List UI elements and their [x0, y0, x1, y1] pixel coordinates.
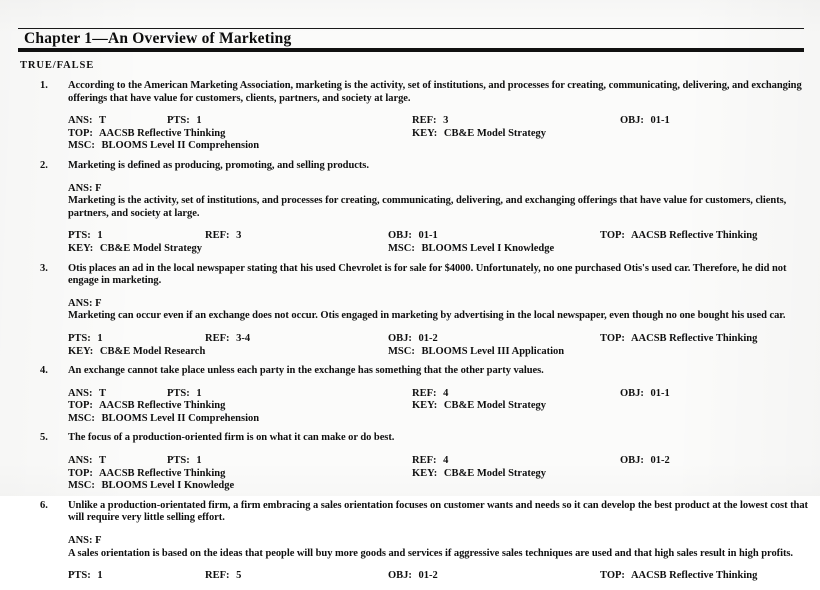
misc-label: MSC: [68, 480, 95, 492]
header-rule-bottom [18, 48, 804, 52]
objective-label: OBJ: [388, 332, 412, 344]
question-stem: An exchange cannot take place unless each party in the exchange has something that the other party values. [68, 365, 544, 377]
topic [68, 468, 225, 481]
topic-label: TOP: [600, 332, 625, 344]
answer-rationale: Marketing can occur even if an exchange does not occur. Otis engaged in marketing by advertising in the local newspaper, even though no one bought his used car. [68, 310, 786, 322]
question-number: 4. [40, 365, 48, 377]
page-title: Chapter 1—An Overview of Marketing [24, 30, 292, 47]
question-number: 1. [40, 80, 48, 91]
reference-value: 4 [440, 387, 449, 399]
metadata-row [68, 413, 812, 426]
misc [388, 346, 564, 359]
points-value: 1 [193, 455, 202, 467]
reference-label: REF: [412, 115, 437, 127]
key-value: CB&E Model Strategy [441, 467, 546, 479]
topic [68, 400, 225, 413]
chapter-header [18, 28, 804, 52]
answer-label: ANS: [68, 115, 93, 127]
points-value: 1 [94, 230, 103, 242]
topic-value: AACSB Reflective Thinking [628, 230, 758, 242]
reference [412, 115, 448, 128]
reference-label: REF: [205, 332, 230, 344]
key-value: CB&E Model Strategy [441, 400, 546, 412]
question-number: 6. [40, 499, 48, 511]
objective-label: OBJ: [388, 230, 412, 242]
topic [600, 333, 757, 346]
points-value: 1 [193, 387, 202, 399]
answer-line: ANS: F [68, 535, 102, 547]
misc [68, 413, 259, 426]
metadata-row [68, 480, 812, 493]
reference [412, 388, 448, 401]
misc-value: BLOOMS Level I Knowledge [98, 480, 235, 492]
key-value: CB&E Model Research [97, 345, 206, 357]
reference-value: 4 [440, 455, 449, 467]
points-label: PTS: [68, 570, 91, 582]
topic [600, 570, 757, 583]
answer [68, 455, 106, 468]
objective-value: 01-1 [415, 230, 438, 242]
answer-value: T [96, 115, 106, 127]
objective [388, 333, 438, 346]
key [412, 128, 546, 141]
key [68, 346, 205, 359]
misc-label: MSC: [68, 412, 95, 424]
question-metadata [68, 388, 812, 426]
objective [620, 455, 670, 468]
points [68, 333, 103, 346]
metadata-row [68, 333, 812, 346]
points-label: PTS: [167, 387, 190, 399]
question-block [0, 432, 820, 492]
metadata-row [68, 400, 812, 413]
reference-label: REF: [205, 570, 230, 582]
points [68, 570, 103, 583]
objective [620, 115, 670, 128]
points [167, 115, 202, 128]
reference-label: REF: [205, 230, 230, 242]
objective [388, 230, 438, 243]
question-stem: Otis places an ad in the local newspaper stating that his used Chevrolet is for sale for $4000. Unfortunately, no one purchased Otis's used car. Therefore, he did not engage in marketing. [68, 262, 787, 287]
misc-value: BLOOMS Level I Knowledge [418, 242, 555, 254]
question-stem: According to the American Marketing Association, marketing is the activity, set of institutions, and processes for creating, communicating, delivering, and exchanging offerings that have value for customers, clients, partners, and society at large. [68, 80, 802, 104]
reference-value: 5 [233, 570, 242, 582]
question-number: 5. [40, 432, 48, 444]
answer [68, 115, 106, 128]
metadata-row [68, 468, 812, 481]
topic-value: AACSB Reflective Thinking [628, 570, 758, 582]
misc [388, 243, 554, 256]
objective-value: 01-2 [415, 570, 438, 582]
topic-label: TOP: [600, 230, 625, 242]
key-label: KEY: [68, 242, 94, 254]
points [167, 388, 202, 401]
question-block [0, 365, 820, 425]
metadata-row [68, 388, 812, 401]
topic-value: AACSB Reflective Thinking [628, 332, 758, 344]
metadata-row [68, 128, 812, 141]
points [167, 455, 202, 468]
answer-value: T [96, 387, 106, 399]
topic-value: AACSB Reflective Thinking [96, 467, 226, 479]
reference [205, 230, 241, 243]
misc [68, 140, 259, 153]
reference [205, 333, 250, 346]
metadata-row [68, 455, 812, 468]
question-block [0, 80, 820, 153]
question-block [0, 500, 820, 583]
objective-value: 01-2 [415, 332, 438, 344]
question-stem: The focus of a production-oriented firm is on what it can make or do best. [68, 432, 395, 444]
key [412, 400, 546, 413]
topic-value: AACSB Reflective Thinking [96, 127, 226, 139]
topic-value: AACSB Reflective Thinking [96, 400, 226, 412]
reference [205, 570, 241, 583]
topic [600, 230, 757, 243]
question-list [0, 80, 820, 590]
topic-label: TOP: [68, 400, 93, 412]
topic [68, 128, 225, 141]
points-label: PTS: [68, 332, 91, 344]
misc-label: MSC: [68, 140, 95, 152]
points-label: PTS: [167, 115, 190, 127]
reference-value: 3 [233, 230, 242, 242]
metadata-row [68, 140, 812, 153]
points-label: PTS: [68, 230, 91, 242]
points-label: PTS: [167, 455, 190, 467]
key-value: CB&E Model Strategy [97, 242, 202, 254]
topic-label: TOP: [68, 467, 93, 479]
reference-label: REF: [412, 455, 437, 467]
question-metadata [68, 230, 812, 255]
misc-label: MSC: [388, 242, 415, 254]
objective-label: OBJ: [620, 387, 644, 399]
answer-line: ANS: F [68, 297, 102, 309]
metadata-row [68, 115, 812, 128]
key-label: KEY: [68, 345, 94, 357]
points-value: 1 [94, 332, 103, 344]
objective-label: OBJ: [620, 115, 644, 127]
key [412, 468, 546, 481]
misc [68, 480, 234, 493]
points-value: 1 [193, 115, 202, 127]
objective-value: 01-2 [647, 455, 670, 467]
misc-value: BLOOMS Level II Comprehension [98, 412, 260, 424]
metadata-row [68, 243, 812, 256]
reference [412, 455, 448, 468]
misc-value: BLOOMS Level II Comprehension [98, 140, 260, 152]
answer [68, 388, 106, 401]
objective-label: OBJ: [620, 455, 644, 467]
objective [620, 388, 670, 401]
answer-rationale: Marketing is the activity, set of institutions, and processes for creating, communicating, delivering, and exchanging offerings that have value for customers, clients, partners, and society at large. [68, 195, 787, 219]
question-metadata [68, 333, 812, 358]
question-number: 2. [40, 159, 48, 171]
question-block [0, 263, 820, 359]
question-metadata [68, 455, 812, 493]
answer-rationale: A sales orientation is based on the ideas that people will buy more goods and services if aggressive sales techniques are used and that high sales result in high profits. [68, 547, 794, 559]
question-stem: Unlike a production-orientated firm, a firm embracing a sales orientation focuses on customer wants and needs so it can develop the best product at the lowest cost that will require very little selling effort. [68, 499, 808, 524]
reference-value: 3-4 [233, 332, 251, 344]
question-block [0, 160, 820, 256]
metadata-row [68, 570, 812, 583]
section-heading: TRUE/FALSE [20, 60, 95, 71]
objective-value: 01-1 [647, 115, 670, 127]
question-number: 3. [40, 262, 48, 274]
key-label: KEY: [412, 467, 438, 479]
points-value: 1 [94, 570, 103, 582]
key-value: CB&E Model Strategy [441, 127, 546, 139]
key-label: KEY: [412, 400, 438, 412]
answer-value: T [96, 455, 106, 467]
points [68, 230, 103, 243]
question-stem: Marketing is defined as producing, promoting, and selling products. [68, 159, 369, 171]
objective-label: OBJ: [388, 570, 412, 582]
answer-label: ANS: [68, 455, 93, 467]
reference-value: 3 [440, 115, 449, 127]
reference-label: REF: [412, 387, 437, 399]
metadata-row [68, 230, 812, 243]
objective-value: 01-1 [647, 387, 670, 399]
misc-label: MSC: [388, 345, 415, 357]
misc-value: BLOOMS Level III Application [418, 345, 565, 357]
topic-label: TOP: [68, 127, 93, 139]
objective [388, 570, 438, 583]
topic-label: TOP: [600, 570, 625, 582]
key [68, 243, 202, 256]
answer-line: ANS: F [68, 182, 102, 194]
question-metadata [68, 570, 812, 583]
metadata-row [68, 346, 812, 359]
answer-label: ANS: [68, 387, 93, 399]
question-metadata [68, 115, 812, 153]
key-label: KEY: [412, 127, 438, 139]
